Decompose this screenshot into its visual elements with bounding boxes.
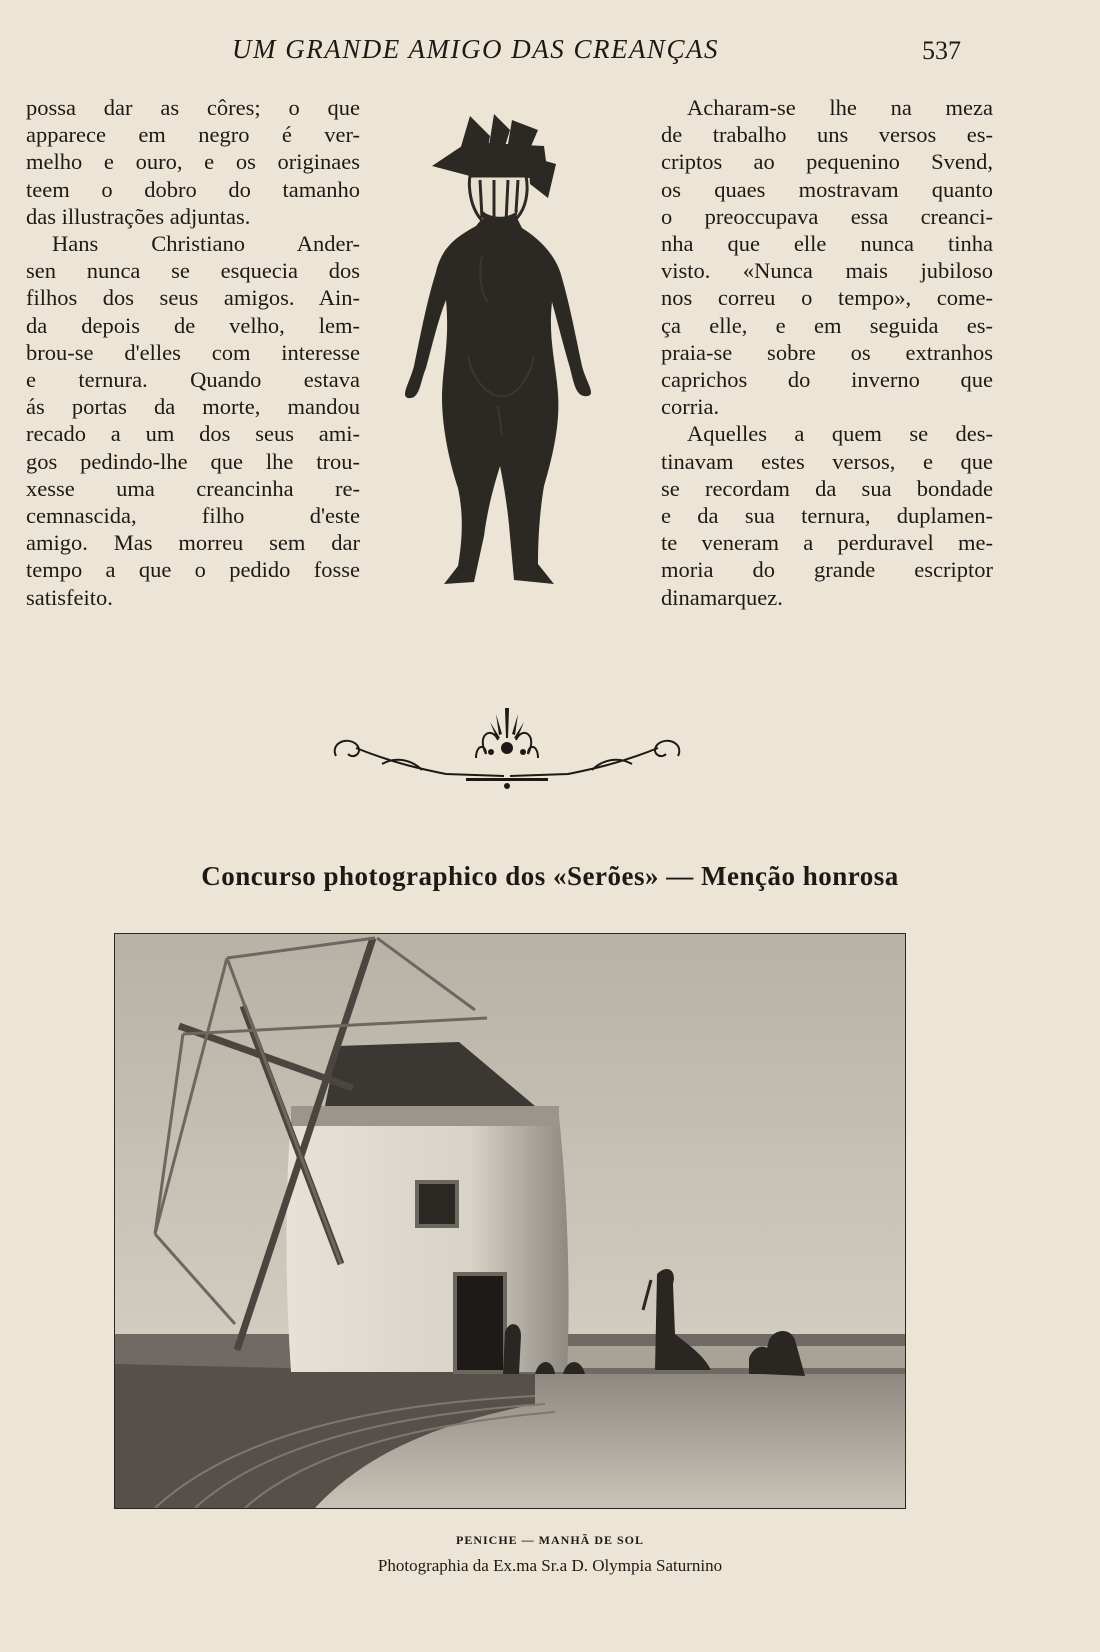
left-text-column [26, 94, 360, 611]
text-line: satisfeito. [26, 584, 113, 610]
windmill-photograph [114, 933, 906, 1509]
text-line: da depois de velho, lem- [26, 312, 360, 338]
text-line: de trabalho uns versos es- [661, 122, 993, 148]
text-line: nha que elle nunca tinha [661, 231, 993, 257]
text-line: tinavam estes versos, e que [661, 448, 993, 474]
text-line: dinamarquez. [661, 584, 783, 610]
paragraph-andersen [26, 230, 360, 611]
text-line: ás portas da morte, mandou [26, 394, 360, 420]
text-line: cemnascida, filho d'este [26, 503, 360, 529]
text-line: nos correu o tempo», come- [661, 285, 993, 311]
text-line: gos pedindo-lhe que lhe trou- [26, 448, 360, 474]
text-line: tempo a que o pedido fosse [26, 557, 360, 583]
text-line: apparece em negro é ver- [26, 122, 360, 148]
windmill-window [417, 1182, 457, 1226]
running-title: UM GRANDE AMIGO DAS CREANÇAS [232, 34, 719, 64]
running-head [0, 34, 1100, 74]
text-line: e ternura. Quando estava [26, 367, 360, 393]
right-text-column [661, 94, 993, 611]
text-line: os quaes mostravam quanto [661, 176, 993, 202]
text-line: Acharam-se lhe na meza [687, 95, 993, 120]
text-line: Aquelles a quem se des- [687, 421, 993, 447]
windmill-tower [287, 1116, 569, 1372]
paragraph-memory [661, 420, 993, 610]
text-line: moria do grande escriptor [661, 557, 993, 583]
paper-cut-figure-illustration [398, 106, 616, 614]
text-line: e da sua ternura, duplamen- [661, 503, 993, 529]
text-line: criptos ao pequenino Svend, [661, 149, 993, 175]
text-line: caprichos do inverno que [661, 367, 993, 393]
page-number: 537 [922, 36, 961, 65]
decorative-ornament [326, 704, 688, 794]
photo-credit: Photographia da Ex.ma Sr.a D. Olympia Saturnino [377, 1556, 723, 1575]
text-line: amigo. Mas morreu sem dar [26, 530, 360, 556]
roof-shadow [291, 1106, 559, 1126]
windmill-door [455, 1274, 505, 1372]
paragraph-verses [661, 94, 993, 420]
text-line: xesse uma creancinha re- [26, 475, 360, 501]
text-line: Hans Christiano Ander- [52, 231, 360, 257]
photo-caption: PENICHE — MANHÃ DE SOL [455, 1533, 644, 1547]
text-line: corria. [661, 394, 720, 420]
text-line: ça elle, e em seguida es- [661, 312, 993, 338]
windmill-photo-drawing [115, 934, 905, 1508]
text-line: praia-se sobre os extranhos [661, 339, 993, 365]
text-line: brou-se d'elles com interesse [26, 339, 360, 365]
text-line: filhos dos seus amigos. Ain- [26, 285, 360, 311]
sea-horizon [545, 1346, 905, 1368]
text-line: recado a um dos seus ami- [26, 421, 360, 447]
text-line: teem o dobro do tamanho [26, 176, 360, 202]
paragraph-colours-note [26, 94, 360, 230]
text-line: se recordam da sua bondade [661, 475, 993, 501]
text-line: te veneram a perduravel me- [661, 530, 993, 556]
text-line: possa dar as côres; o que [26, 95, 360, 120]
text-line: melho e ouro, e os originaes [26, 149, 360, 175]
text-line: das illustrações adjuntas. [26, 203, 251, 229]
section-heading: Concurso photographico dos «Serões» — Menção honrosa [201, 861, 899, 891]
text-line: visto. «Nunca mais jubiloso [661, 258, 993, 284]
text-line: o preoccupava essa creanci- [661, 203, 993, 229]
body-silhouette [405, 216, 591, 584]
hat-right-flap [528, 156, 556, 198]
text-line: sen nunca se esquecia dos [26, 258, 360, 284]
